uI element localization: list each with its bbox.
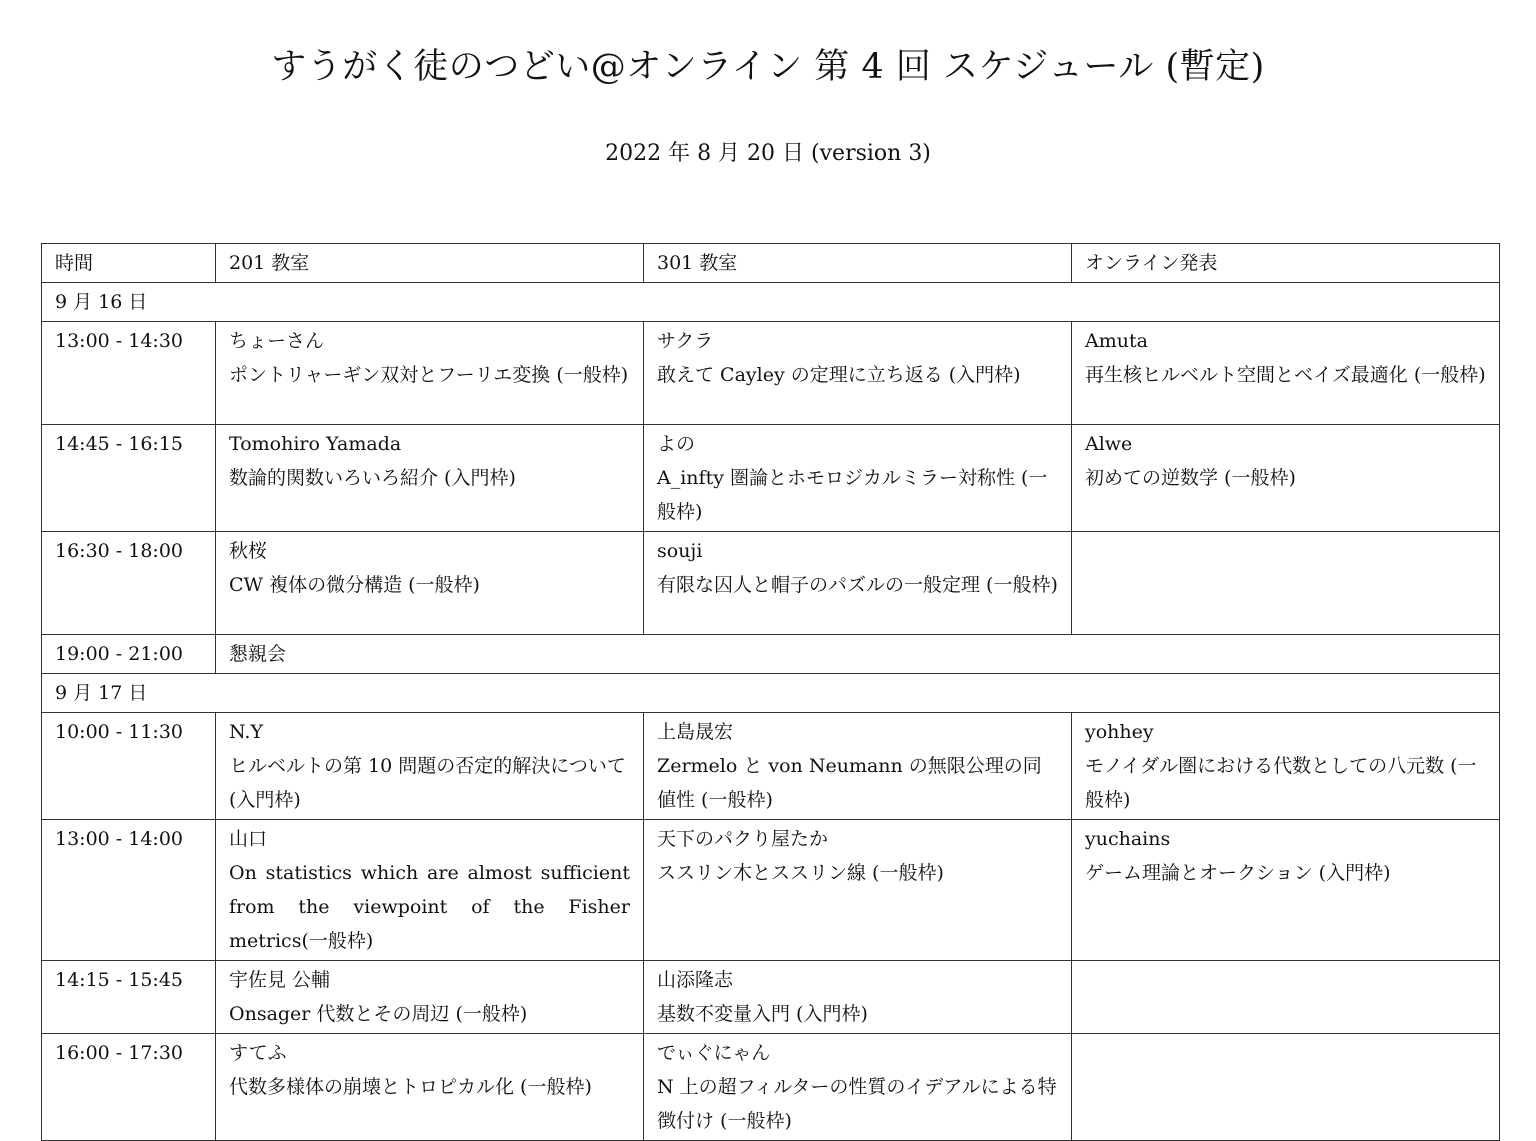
session-cell-201 — [216, 1034, 644, 1141]
talk-title: 再生核ヒルベルト空間とベイズ最適化 (一般枠) — [1085, 364, 1486, 386]
session-cell-301 — [644, 961, 1072, 1034]
speaker-name: すてふ — [229, 1042, 287, 1064]
header-time: 時間 — [42, 244, 216, 283]
speaker-name: サクラ — [657, 330, 714, 352]
table-row — [42, 425, 1500, 532]
speaker-name: 上島晟宏 — [657, 721, 734, 743]
speaker-name: Tomohiro Yamada — [229, 433, 402, 455]
speaker-name: Alwe — [1085, 433, 1133, 455]
speaker-name: yohhey — [1085, 721, 1154, 743]
time-cell: 10:00 - 11:30 — [42, 713, 216, 820]
day-row-sep17 — [42, 674, 1500, 713]
talk-title: モノイダル圏における代数としての八元数 (一般枠) — [1085, 755, 1477, 811]
table-row-social — [42, 635, 1500, 674]
table-header-row — [42, 244, 1500, 283]
session-cell-online — [1072, 713, 1500, 820]
talk-title: Onsager 代数とその周辺 (一般枠) — [229, 1003, 528, 1025]
speaker-name: ちょーさん — [229, 330, 325, 352]
session-cell-301 — [644, 532, 1072, 635]
speaker-name: 山口 — [229, 828, 268, 850]
day-label: 9 月 17 日 — [42, 674, 1500, 713]
speaker-name: Amuta — [1085, 330, 1148, 352]
table-row — [42, 532, 1500, 635]
time-cell: 14:45 - 16:15 — [42, 425, 216, 532]
talk-title: N 上の超フィルターの性質のイデアルによる特徴付け (一般枠) — [657, 1076, 1057, 1132]
table-row — [42, 713, 1500, 820]
talk-title: CW 複体の微分構造 (一般枠) — [229, 574, 480, 596]
session-cell-online — [1072, 532, 1500, 635]
time-cell: 13:00 - 14:30 — [42, 322, 216, 425]
talk-title: On statistics which are almost sufficient from the viewpoint of the Fisher metrics(一般枠) — [229, 862, 630, 952]
session-cell-online — [1072, 1034, 1500, 1141]
speaker-name: でぃぐにゃん — [657, 1042, 771, 1064]
talk-title: 有限な囚人と帽子のパズルの一般定理 (一般枠) — [657, 574, 1058, 596]
header-room-301: 301 教室 — [644, 244, 1072, 283]
page-title: すうがく徒のつどい@オンライン 第 4 回 スケジュール (暫定) — [271, 47, 1265, 87]
speaker-name: 天下のパクり屋たか — [657, 828, 829, 850]
session-cell-online — [1072, 322, 1500, 425]
header-online: オンライン発表 — [1072, 244, 1500, 283]
session-cell-online — [1072, 961, 1500, 1034]
speaker-name: 秋桜 — [229, 540, 268, 562]
table-row — [42, 1034, 1500, 1141]
speaker-name: N.Y — [229, 721, 263, 743]
talk-title: 初めての逆数学 (一般枠) — [1085, 467, 1296, 489]
talk-title: Zermelo と von Neumann の無限公理の同値性 (一般枠) — [657, 755, 1042, 811]
session-cell-301 — [644, 425, 1072, 532]
session-cell-201 — [216, 425, 644, 532]
session-cell-201 — [216, 820, 644, 961]
table-row — [42, 322, 1500, 425]
time-cell: 14:15 - 15:45 — [42, 961, 216, 1034]
time-cell: 16:30 - 18:00 — [42, 532, 216, 635]
time-cell: 19:00 - 21:00 — [42, 635, 216, 674]
event-cell: 懇親会 — [216, 635, 1500, 674]
talk-title: ススリン木とススリン線 (一般枠) — [657, 862, 944, 884]
talk-title: 基数不変量入門 (入門枠) — [657, 1003, 868, 1025]
speaker-name: 宇佐見 公輔 — [229, 969, 331, 991]
talk-title: ポントリャーギン双対とフーリエ変換 (一般枠) — [229, 364, 629, 386]
table-row — [42, 820, 1500, 961]
time-cell: 16:00 - 17:30 — [42, 1034, 216, 1141]
speaker-name: yuchains — [1085, 828, 1171, 850]
time-cell: 13:00 - 14:00 — [42, 820, 216, 961]
session-cell-201 — [216, 713, 644, 820]
session-cell-301 — [644, 820, 1072, 961]
talk-title: ゲーム理論とオークション (入門枠) — [1085, 862, 1391, 884]
day-label: 9 月 16 日 — [42, 283, 1500, 322]
session-cell-201 — [216, 532, 644, 635]
session-cell-201 — [216, 961, 644, 1034]
speaker-name: よの — [657, 433, 696, 455]
session-cell-201 — [216, 322, 644, 425]
talk-title: 数論的関数いろいろ紹介 (入門枠) — [229, 467, 516, 489]
session-cell-online — [1072, 425, 1500, 532]
talk-title: A_infty 圏論とホモロジカルミラー対称性 (一般枠) — [657, 467, 1048, 523]
session-cell-301 — [644, 322, 1072, 425]
session-cell-301 — [644, 713, 1072, 820]
speaker-name: souji — [657, 540, 703, 562]
table-row — [42, 961, 1500, 1034]
talk-title: 敢えて Cayley の定理に立ち返る (入門枠) — [657, 364, 1021, 386]
document-date: 2022 年 8 月 20 日 (version 3) — [605, 141, 931, 166]
speaker-name: 山添隆志 — [657, 969, 734, 991]
header-room-201: 201 教室 — [216, 244, 644, 283]
session-cell-301 — [644, 1034, 1072, 1141]
talk-title: 代数多様体の崩壊とトロピカル化 (一般枠) — [229, 1076, 592, 1098]
talk-title: ヒルベルトの第 10 問題の否定的解決について (入門枠) — [229, 755, 626, 811]
schedule-table — [41, 243, 1500, 1141]
day-row-sep16 — [42, 283, 1500, 322]
session-cell-online — [1072, 820, 1500, 961]
